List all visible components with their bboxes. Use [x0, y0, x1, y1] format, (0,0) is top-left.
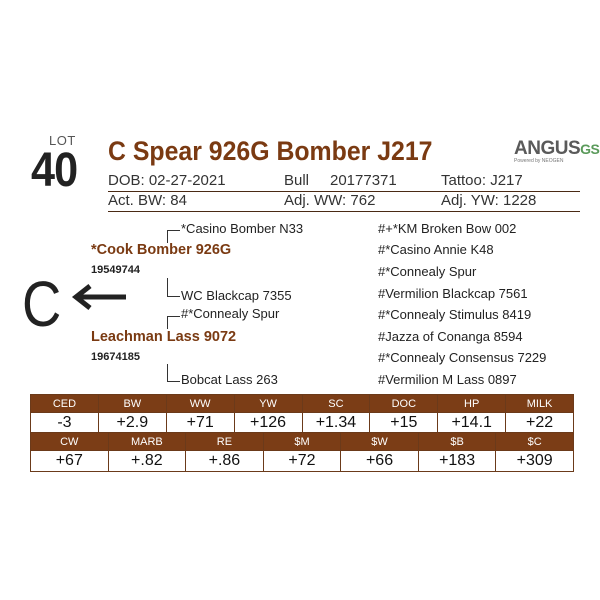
divider [108, 211, 580, 212]
epd-value: -3 [31, 413, 99, 434]
epd-value: +183 [418, 451, 496, 472]
epd-table [30, 394, 574, 434]
logo-sub-text: Powered by NEOGEN [514, 158, 564, 164]
epd-header: $W [341, 433, 419, 451]
pedigree-right-item: #*Connealy Consensus 7229 [378, 350, 547, 365]
epd-header: BW [98, 395, 166, 413]
epd-header: CED [31, 395, 99, 413]
epd-value: +15 [370, 413, 438, 434]
epd-value-row [31, 413, 574, 434]
epd-value: +.86 [186, 451, 264, 472]
epd-value: +71 [166, 413, 234, 434]
pedigree-right-item: #*Casino Annie K48 [378, 242, 494, 257]
epd-header: SC [302, 395, 370, 413]
adjusted-weaning-weight: Adj. WW: 762 [284, 192, 376, 209]
sire-dam-line: WC Blackcap 7355 [181, 288, 292, 303]
tattoo: Tattoo: J217 [441, 172, 523, 189]
brand-letter: C [22, 268, 62, 340]
lot-number: 40 [31, 144, 78, 197]
pedigree-connector [167, 364, 180, 382]
registration-number: 20177371 [330, 172, 397, 189]
epd-header: CW [31, 433, 109, 451]
dam-dam: Bobcat Lass 263 [181, 372, 278, 387]
epd-value: +.82 [108, 451, 186, 472]
epd-value: +22 [506, 413, 574, 434]
epd-value: +67 [31, 451, 109, 472]
animal-name: C Spear 926G Bomber J217 [108, 136, 433, 166]
pedigree-connector [167, 278, 180, 297]
pedigree-right-item: #+*KM Broken Bow 002 [378, 221, 517, 236]
epd-value: +72 [263, 451, 341, 472]
epd-header: $B [418, 433, 496, 451]
epd-value: +126 [234, 413, 302, 434]
arrow-left-icon [70, 284, 130, 310]
epd-header: $M [263, 433, 341, 451]
pedigree-right-item: #*Connealy Stimulus 8419 [378, 307, 532, 322]
sire-name: *Cook Bomber 926G [91, 242, 232, 258]
economic-index-table [30, 432, 574, 472]
epd-header: MARB [108, 433, 186, 451]
pedigree-connector [167, 316, 180, 329]
sire-sire: *Casino Bomber N33 [181, 221, 304, 236]
dam-name: Leachman Lass 9072 [91, 329, 237, 345]
epd-value-row [31, 451, 574, 472]
info-row-2 [108, 192, 580, 209]
pedigree-right-item: #Vermilion M Lass 0897 [378, 372, 517, 387]
lot-label: LOT [49, 133, 76, 148]
logo-main-text: ANGUS [514, 138, 581, 159]
epd-value: +14.1 [438, 413, 506, 434]
epd-header-row [31, 395, 574, 413]
sire-dam: #*Connealy Spur [181, 306, 280, 321]
dam-registration: 19674185 [91, 351, 140, 363]
dob: DOB: 02-27-2021 [108, 172, 226, 189]
logo-accent-text: GS [580, 141, 600, 157]
pedigree-right-item: #Jazza of Conanga 8594 [378, 329, 523, 344]
epd-header: $C [496, 433, 574, 451]
pedigree-right-item: #*Connealy Spur [378, 264, 477, 279]
bull-label: Bull [284, 172, 310, 189]
pedigree-right-item: #Vermilion Blackcap 7561 [378, 286, 528, 301]
epd-header: MILK [506, 395, 574, 413]
actual-birth-weight: Act. BW: 84 [108, 192, 187, 209]
angus-gs-logo [514, 138, 600, 170]
epd-value: +66 [341, 451, 419, 472]
epd-header: WW [166, 395, 234, 413]
adjusted-yearling-weight: Adj. YW: 1228 [441, 192, 537, 209]
epd-value: +1.34 [302, 413, 370, 434]
epd-header-row [31, 433, 574, 451]
sire-registration: 19549744 [91, 264, 140, 276]
epd-header: YW [234, 395, 302, 413]
epd-header: DOC [370, 395, 438, 413]
epd-value: +309 [496, 451, 574, 472]
epd-header: HP [438, 395, 506, 413]
epd-header: RE [186, 433, 264, 451]
epd-value: +2.9 [98, 413, 166, 434]
info-row-1 [108, 172, 580, 189]
